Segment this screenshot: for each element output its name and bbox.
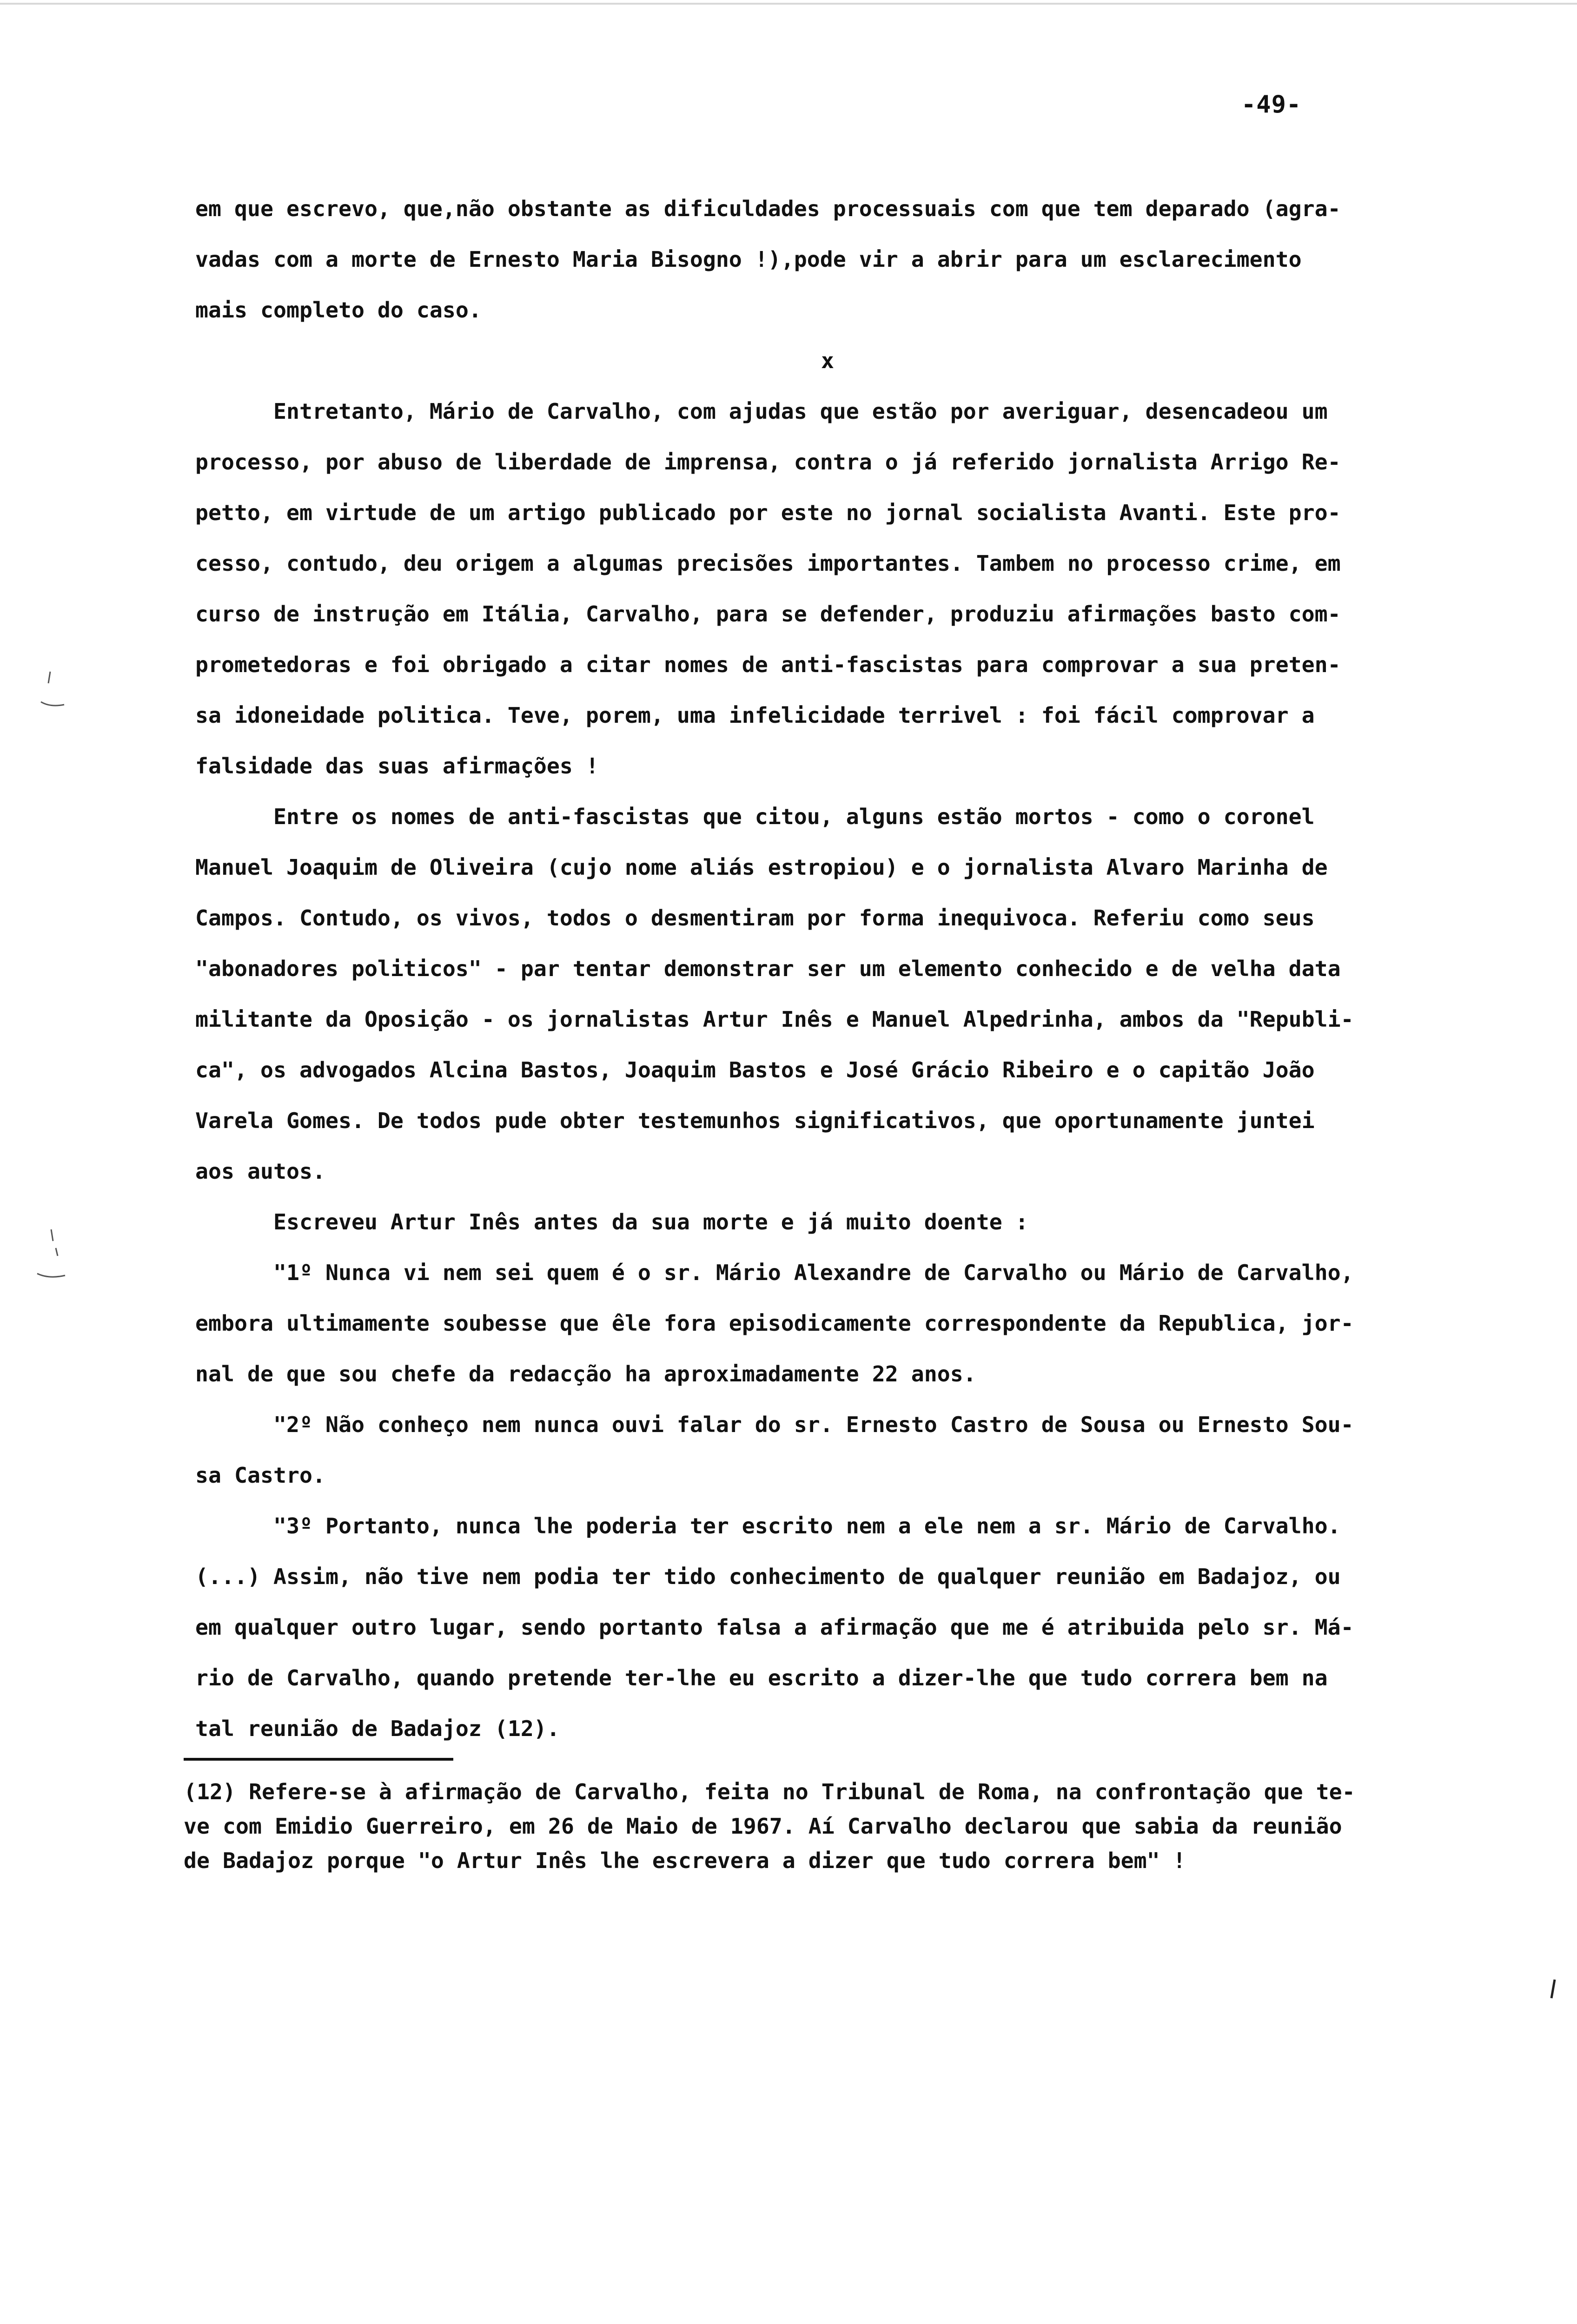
quote-1-line: embora ultimamente soubesse que êle fora episodicamente correspondente da Republica, jor- [195, 1311, 1354, 1336]
section-separator: x [821, 348, 834, 373]
edge-mark-icon [1548, 1978, 1557, 2001]
paragraph-1-line: mais completo do caso. [195, 297, 482, 323]
scan-edge-line [0, 3, 1577, 5]
paragraph-2-line: falsidade das suas afirmações ! [195, 753, 599, 779]
paragraph-2-line: sa idoneidade politica. Teve, porem, uma infelicidade terrivel : foi fácil comprovar a [195, 703, 1315, 728]
quote-1-line: "1º Nunca vi nem sei quem é o sr. Mário Alexandre de Carvalho ou Mário de Carvalho, [195, 1260, 1354, 1285]
quote-1-line: nal de que sou chefe da redacção ha aproximadamente 22 anos. [195, 1361, 976, 1386]
paragraph-3-line: Campos. Contudo, os vivos, todos o desmentiram por forma inequivoca. Referiu como seus [195, 905, 1315, 931]
footnote-line: (12) Refere-se à afirmação de Carvalho, feita no Tribunal de Roma, na confrontação que te- [184, 1779, 1355, 1804]
footnote-line: ve com Emidio Guerreiro, em 26 de Maio de 1967. Aí Carvalho declarou que sabia da reunião [184, 1814, 1342, 1839]
quote-3-line: tal reunião de Badajoz (12). [195, 1716, 560, 1741]
margin-mark-icon [36, 669, 69, 711]
quote-2-line: "2º Não conheço nem nunca ouvi falar do sr. Ernesto Castro de Sousa ou Ernesto Sou- [195, 1412, 1354, 1437]
paragraph-2-line: petto, em virtude de um artigo publicado por este no jornal socialista Avanti. Este pro- [195, 500, 1341, 525]
paragraph-3-line: "abonadores politicos" - par tentar demonstrar ser um elemento conhecido e de velha data [195, 956, 1341, 981]
quote-3-line: (...) Assim, não tive nem podia ter tido conhecimento de qualquer reunião em Badajoz, ou [195, 1564, 1341, 1589]
body-text [195, 184, 1497, 1754]
paragraph-3-line: Entre os nomes de anti-fascistas que citou, alguns estão mortos - como o coronel [195, 804, 1315, 829]
paragraph-2-line: Entretanto, Mário de Carvalho, com ajudas que estão por averiguar, desencadeou um [195, 399, 1328, 424]
footnote-line: de Badajoz porque "o Artur Inês lhe escrevera a dizer que tudo correra bem" ! [184, 1848, 1186, 1873]
paragraph-3-line: Manuel Joaquim de Oliveira (cujo nome aliás estropiou) e o jornalista Alvaro Marinha de [195, 855, 1328, 880]
margin-mark-icon [33, 1227, 70, 1287]
quote-2-line: sa Castro. [195, 1463, 325, 1488]
paragraph-3-line: aos autos. [195, 1159, 325, 1184]
paragraph-2-line: processo, por abuso de liberdade de imprensa, contra o já referido jornalista Arrigo Re- [195, 449, 1341, 475]
paragraph-2-line: curso de instrução em Itália, Carvalho, para se defender, produziu afirmações basto com- [195, 601, 1341, 627]
paragraph-2-line: prometedoras e foi obrigado a citar nomes de anti-fascistas para comprovar a sua preten- [195, 652, 1341, 677]
footnote [184, 1775, 1499, 1878]
paragraph-3-line: ca", os advogados Alcina Bastos, Joaquim Bastos e José Grácio Ribeiro e o capitão João [195, 1057, 1315, 1083]
paragraph-1-line: vadas com a morte de Ernesto Maria Bisogno !),pode vir a abrir para um esclarecimento [195, 247, 1302, 272]
paragraph-3-line: militante da Oposição - os jornalistas Artur Inês e Manuel Alpedrinha, ambos da "Republi- [195, 1007, 1354, 1032]
paragraph-4-line: Escreveu Artur Inês antes da sua morte e já muito doente : [195, 1209, 1028, 1235]
page-number: -49- [1241, 91, 1302, 119]
quote-3-line: "3º Portanto, nunca lhe poderia ter escrito nem a ele nem a sr. Mário de Carvalho. [195, 1513, 1341, 1538]
paragraph-1-line: em que escrevo, que,não obstante as dificuldades processuais com que tem deparado (agra- [195, 196, 1341, 221]
footnote-divider [184, 1758, 453, 1761]
quote-3-line: em qualquer outro lugar, sendo portanto falsa a afirmação que me é atribuida pelo sr. Má- [195, 1615, 1354, 1640]
paragraph-2-line: cesso, contudo, deu origem a algumas precisões importantes. Tambem no processo crime, em [195, 551, 1341, 576]
quote-3-line: rio de Carvalho, quando pretende ter-lhe eu escrito a dizer-lhe que tudo correra bem na [195, 1665, 1328, 1690]
paragraph-3-line: Varela Gomes. De todos pude obter testemunhos significativos, que oportunamente juntei [195, 1108, 1315, 1133]
